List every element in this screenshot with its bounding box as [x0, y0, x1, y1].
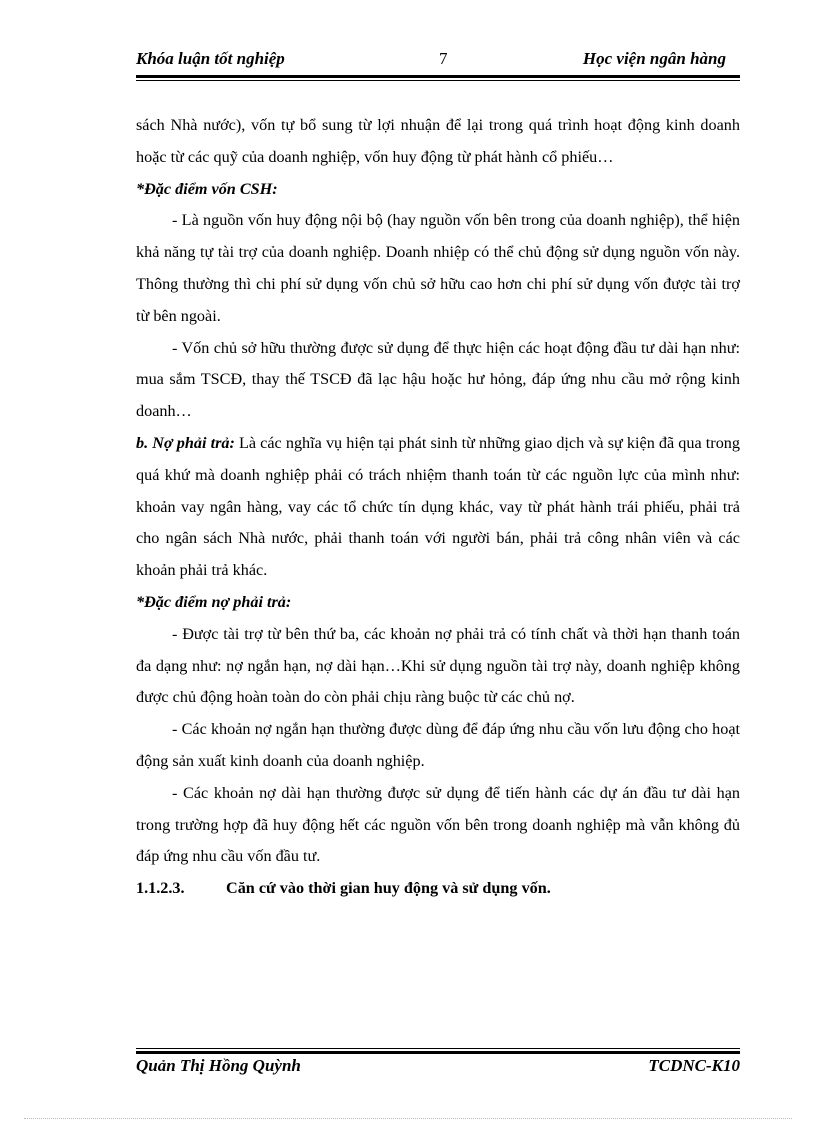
page-footer — [136, 1054, 740, 1080]
heading-equity-features: *Đặc điểm vốn CSH: — [136, 179, 278, 198]
section-title: Căn cứ vào thời gian huy động và sử dụng vốn. — [226, 879, 551, 898]
paragraph-equity-2: - Vốn chủ sở hữu thường được sử dụng để thực hiện các hoạt động đầu tư dài hạn như: mua sắm TSCĐ, thay thế TSCĐ đã lạc hậu hoặc hư hỏng, đáp ứng nhu cầu mở rộng kinh doanh… — [136, 338, 740, 421]
page-number: 7 — [439, 49, 448, 68]
paragraph-continuation: sách Nhà nước), vốn tự bổ sung từ lợi nhuận để lại trong quá trình hoạt động kinh doanh hoặc từ các quỹ của doanh nghiệp, vốn huy động từ phát hành cổ phiếu… — [136, 116, 740, 166]
section-heading — [136, 873, 740, 905]
header-institution: Học viện ngân hàng — [582, 49, 726, 68]
paragraph-equity-1: - Là nguồn vốn huy động nội bộ (hay nguồn vốn bên trong của doanh nghiệp), thể hiện khả năng tự tài trợ của doanh nghiệp. Doanh nhiệp có thể chủ động sử dụng nguồn vốn này. Thông thường thì chi phí sử dụng vốn chủ sở hữu cao hơn chi phí sử dụng vốn được tài trợ từ bên ngoài. — [136, 211, 740, 325]
paragraph-liabilities-2: - Các khoản nợ ngắn hạn thường được dùng để đáp ứng nhu cầu vốn lưu động cho hoạt động sản xuất kinh doanh của doanh nghiệp. — [136, 720, 740, 770]
paragraph-liabilities-3: - Các khoản nợ dài hạn thường được sử dụng để tiến hành các dự án đầu tư dài hạn trong trường hợp đã huy động hết các nguồn vốn bên trong doanh nghiệp mà vẫn không đủ đáp ứng nhu cầu vốn đầu tư. — [136, 783, 740, 866]
liabilities-text: Là các nghĩa vụ hiện tại phát sinh từ những giao dịch và sự kiện đã qua trong quá khứ mà doanh nghiệp phải có trách nhiệm thanh toán từ các nguồn lực của mình như: khoản vay ngân hàng, vay các tổ chức tín dụng khác, vay từ phát hành trái phiếu, phải trả cho ngân sách Nhà nước, phải thanh toán với người bán, phải trả công nhân viên và các khoản phải trả khác. — [136, 433, 740, 580]
section-number: 1.1.2.3. — [136, 879, 185, 898]
paragraph-liabilities-1: - Được tài trợ từ bên thứ ba, các khoản nợ phải trả có tính chất và thời hạn thanh toán đa dạng như: nợ ngắn hạn, nợ dài hạn…Khi sử dụng nguồn tài trợ này, doanh nghiệp không được chủ động hoàn toàn do còn phải chịu ràng buộc từ các chủ nợ. — [136, 624, 740, 707]
page-header — [136, 46, 740, 72]
document-body — [136, 110, 740, 905]
footer-author: Quản Thị Hồng Quỳnh — [136, 1056, 301, 1075]
header-thesis-label: Khóa luận tốt nghiệp — [136, 49, 285, 68]
liabilities-label: b. Nợ phải trả: — [136, 433, 235, 452]
footer-class-code: TCDNC-K10 — [648, 1056, 740, 1075]
paragraph-liabilities — [136, 428, 740, 587]
page-bottom-dotted-line — [24, 1118, 792, 1119]
header-divider — [136, 75, 740, 81]
heading-liabilities-features: *Đặc điểm nợ phải trả: — [136, 592, 292, 611]
